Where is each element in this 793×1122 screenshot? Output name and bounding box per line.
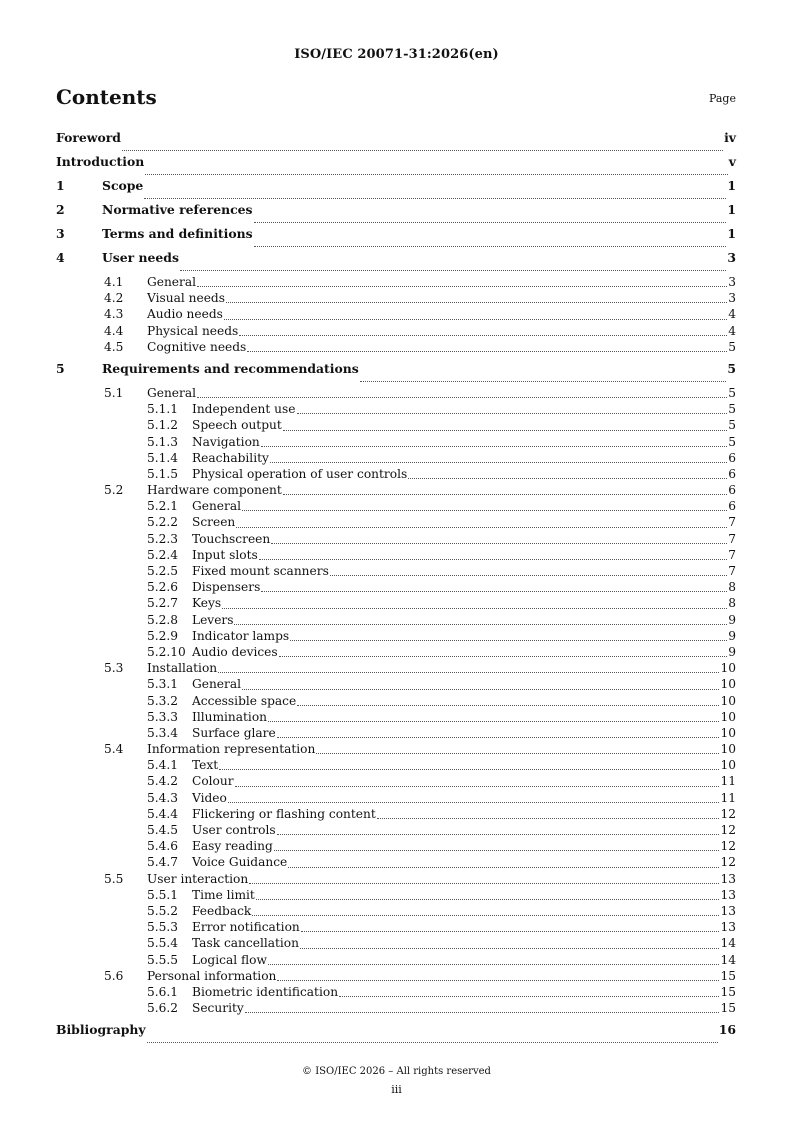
dot-leader [330,574,727,576]
toc-entry[interactable] [56,226,736,250]
toc-entry-number: 5.5.1 [147,887,179,902]
toc-entry-page: 10 [720,661,736,676]
toc-entry[interactable] [56,838,736,854]
toc-entry[interactable] [56,274,736,290]
toc-entry-page: 4 [728,323,736,338]
dot-leader [226,301,727,303]
toc-entry[interactable] [56,660,736,676]
toc-entry-page: 13 [720,920,736,935]
toc-entry-title: Dispensers [192,580,261,595]
toc-entry-title: General [147,385,196,400]
dot-leader [242,509,727,511]
toc-entry-number: 4.4 [104,323,124,338]
toc-entry[interactable] [56,612,736,628]
toc-entry-number: 5.4 [104,742,124,757]
dot-leader [228,801,720,803]
dot-leader [271,542,727,544]
dot-leader [288,866,719,868]
toc-entry-title: User interaction [147,871,249,886]
toc-entry[interactable] [56,1000,736,1016]
toc-entry-number: 5.2.10 [147,644,186,659]
toc-entry-page: 13 [720,871,736,886]
toc-entry-number: 5.1.2 [147,418,179,433]
toc-entry-number: 5.2 [104,483,124,498]
dot-leader [147,1041,718,1043]
dot-leader [122,149,723,151]
toc-entry-title: Colour [192,774,234,789]
document-header: ISO/IEC 20071-31:2026(en) [294,47,499,62]
toc-entry-page: 15 [720,984,736,999]
toc-entry-title: Introduction [56,154,145,169]
toc-entry[interactable] [56,531,736,547]
toc-entry-page: 5 [728,385,736,400]
toc-entry-page: 7 [728,564,736,578]
toc-entry[interactable] [56,1022,736,1046]
toc-entry-number: 5.3.2 [147,693,179,708]
toc-entry-page: 11 [720,790,736,805]
toc-entry-number: 5.5.4 [147,936,179,951]
toc-entry-title: Scope [102,178,144,193]
toc-entry-title: Audio needs [147,307,223,322]
toc-entry[interactable] [56,773,736,789]
toc-entry-title: Bibliography [56,1022,146,1038]
dot-leader [247,350,727,352]
toc-entry-title: Indicator lamps [192,628,290,643]
toc-entry[interactable] [56,579,736,595]
toc-entry[interactable] [56,693,736,709]
dot-leader [277,833,720,835]
toc-entry-page: 6 [728,450,736,465]
toc-entry-page: 10 [720,725,736,740]
toc-entry-title: Reachability [192,450,269,465]
toc-entry-title: Foreword [56,130,121,145]
dot-leader [274,849,720,851]
toc-entry-title: Installation [147,661,218,676]
toc-entry-number: 5.1.5 [147,466,179,481]
dot-leader [360,380,727,382]
toc-entry-number: 5.3.4 [147,725,179,740]
dot-leader [254,245,727,247]
toc-entry-title: General [192,499,241,514]
toc-entry[interactable] [56,202,736,226]
toc-entry-title: Biometric identification [192,984,339,999]
toc-entry-title: Visual needs [147,291,225,306]
toc-entry-title: Screen [192,515,236,530]
dot-leader [234,623,727,625]
toc-entry-number: 5.4.4 [147,806,179,821]
toc-entry[interactable] [56,306,736,322]
toc-entry-page: 9 [728,644,736,659]
toc-entry-title: Flickering or flashing content [192,806,376,821]
dot-leader [145,173,728,175]
toc-entry[interactable] [56,903,736,919]
toc-entry-title: Illumination [192,709,268,724]
toc-entry-page: 12 [720,806,736,821]
toc-entry-number: 1 [56,178,65,193]
toc-entry[interactable] [56,154,736,178]
toc-entry[interactable] [56,887,736,903]
dot-leader [197,396,727,398]
page-column-label: Page [708,92,736,105]
toc-entry-page: 13 [720,887,736,902]
toc-entry-number: 5.2.7 [147,596,179,611]
toc-entry-page: 10 [720,709,736,724]
toc-entry-number: 5.6 [104,968,124,983]
toc-entry-title: General [147,275,196,289]
toc-entry[interactable] [56,822,736,838]
toc-entry-title: Video [192,790,227,805]
toc-entry-title: Levers [192,612,234,627]
toc-entry-title: Input slots [192,547,258,562]
toc-entry-page: 13 [720,903,736,918]
toc-entry-number: 5.3.3 [147,709,179,724]
toc-entry-title: Hardware component [147,483,282,498]
toc-entry-number: 5.2.2 [147,515,179,530]
toc-entry[interactable] [56,450,736,466]
toc-entry-page: 6 [728,499,736,514]
dot-leader [297,704,719,706]
toc-entry-number: 5.2.5 [147,564,179,578]
toc-entry-title: Cognitive needs [147,339,247,354]
toc-entry-number: 5.5.3 [147,920,179,935]
dot-leader [377,817,720,819]
dot-leader [224,318,727,320]
dot-leader [279,655,728,657]
toc-entry-title: Text [192,758,219,773]
toc-entry[interactable] [56,339,736,355]
dot-leader [239,334,727,336]
toc-entry-page: v [728,154,736,169]
toc-entry-number: 5.4.2 [147,774,179,789]
toc-entry-page: 3 [728,291,736,306]
toc-entry-page: iv [724,130,736,145]
toc-entry[interactable] [56,919,736,935]
toc-entry-title: Personal information [147,968,277,983]
toc-entry-page: 14 [720,952,736,967]
toc-entry-title: User controls [192,823,276,837]
dot-leader [277,979,719,981]
toc-entry-page: 6 [728,483,736,498]
dot-leader [144,197,726,199]
toc-entry[interactable] [56,323,736,339]
toc-entry[interactable] [56,514,736,530]
toc-entry[interactable] [56,790,736,806]
dot-leader [300,947,719,949]
toc-entry[interactable] [56,757,736,773]
dot-leader [277,736,720,738]
toc-entry-page: 11 [720,774,736,789]
dot-leader [180,269,726,271]
toc-entry[interactable] [56,361,736,385]
toc-entry-title: Physical needs [147,323,239,338]
dot-leader [316,752,719,754]
toc-entry[interactable] [56,854,736,870]
toc-entry-page: 1 [727,202,736,217]
toc-entry-title: Error notification [192,920,300,935]
toc-entry-title: Feedback [192,903,252,918]
dot-leader [242,688,719,690]
dot-leader [408,477,727,479]
toc-entry-number: 5.4.7 [147,855,179,870]
toc-entry-page: 3 [728,275,736,289]
toc-entry-number: 4.1 [104,275,124,289]
dot-leader [259,558,728,560]
toc-entry-title: Security [192,1001,244,1016]
toc-entry-title: Keys [192,596,222,611]
dot-leader [236,526,727,528]
toc-entry[interactable] [56,984,736,1000]
toc-entry-title: General [192,677,241,692]
toc-entry-page: 12 [720,855,736,870]
dot-leader [297,412,728,414]
toc-entry-number: 5.2.1 [147,499,179,514]
toc-entry-page: 3 [727,250,736,265]
toc-entry-page: 1 [727,226,736,241]
dot-leader [256,898,720,900]
toc-entry[interactable] [56,952,736,968]
dot-leader [197,285,727,287]
dot-leader [268,720,719,722]
toc-entry-page: 5 [727,360,736,376]
dot-leader [219,768,719,770]
toc-entry-number: 4 [56,250,65,265]
toc-entry-title: Accessible space [192,693,297,708]
toc-entry[interactable] [56,563,736,579]
toc-entry-title: Audio devices [192,644,278,659]
toc-entry-page: 8 [728,580,736,595]
toc-entry-title: Time limit [192,887,255,902]
toc-entry-title: Independent use [192,402,296,417]
toc-entry-page: 6 [728,466,736,481]
toc-entry-title: Normative references [102,202,253,217]
toc-entry-page: 10 [720,677,736,692]
toc-entry-title: Navigation [192,434,260,449]
toc-entry-title: Terms and definitions [102,226,253,241]
dot-leader [283,493,727,495]
toc-entry-number: 5 [56,360,65,376]
toc-entry-title: Easy reading [192,839,273,854]
toc-entry-number: 5.6.2 [147,1001,179,1016]
toc-entry[interactable] [56,466,736,482]
toc-entry-title: Task cancellation [192,936,299,951]
toc-entry-number: 5.3 [104,661,124,676]
dot-leader [254,221,727,223]
toc-entry-number: 5.2.8 [147,612,179,627]
toc-entry-number: 5.4.5 [147,823,179,837]
toc-entry-page: 7 [728,515,736,530]
toc-entry-page: 15 [720,1001,736,1016]
toc-entry[interactable] [56,968,736,984]
toc-entry[interactable] [56,741,736,757]
toc-entry-page: 10 [720,758,736,773]
toc-entry-page: 12 [720,823,736,837]
dot-leader [222,607,727,609]
toc-entry-number: 5.4.1 [147,758,179,773]
toc-entry-title: Speech output [192,418,282,433]
toc-entry-page: 9 [728,628,736,643]
toc-entry-title: Requirements and recommendations [102,360,359,376]
toc-entry-page: 16 [718,1022,736,1038]
toc-entry-page: 1 [727,178,736,193]
toc-entry[interactable] [56,547,736,563]
toc-entry-number: 5.1.3 [147,434,179,449]
toc-entry-number: 5.5.5 [147,952,179,967]
toc-entry-title: User needs [102,250,179,265]
toc-entry-number: 5.5.2 [147,903,179,918]
toc-entry-page: 9 [728,612,736,627]
toc-entry[interactable] [56,871,736,887]
toc-entry-page: 14 [720,936,736,951]
toc-entry-title: Voice Guidance [192,855,288,870]
toc-entry-page: 7 [728,531,736,546]
toc-entry-page: 5 [728,418,736,433]
toc-entry-page: 8 [728,596,736,611]
toc-entry-number: 4.5 [104,339,124,354]
toc-entry[interactable] [56,628,736,644]
toc-entry-number: 5.2.9 [147,628,179,643]
toc-entry-title: Touchscreen [192,531,271,546]
toc-entry[interactable] [56,417,736,433]
toc-entry-page: 7 [728,547,736,562]
toc-entry-title: Information representation [147,742,316,757]
toc-entry[interactable] [56,482,736,498]
toc-entry-title: Fixed mount scanners [192,564,329,578]
toc-entry-title: Physical operation of user controls [192,466,408,481]
table-of-contents [56,130,736,1046]
toc-entry[interactable] [56,806,736,822]
toc-entry[interactable] [56,385,736,401]
toc-entry-number: 5.1 [104,385,124,400]
toc-entry[interactable] [56,250,736,274]
dot-leader [268,963,720,965]
dot-leader [235,785,720,787]
toc-entry-number: 5.2.3 [147,531,179,546]
toc-entry[interactable] [56,178,736,202]
toc-entry-page: 12 [720,839,736,854]
toc-entry[interactable] [56,725,736,741]
toc-entry-number: 5.4.3 [147,790,179,805]
toc-entry-number: 3 [56,226,65,241]
toc-entry[interactable] [56,434,736,450]
page-number: iii [391,1083,402,1096]
toc-entry[interactable] [56,498,736,514]
toc-entry[interactable] [56,401,736,417]
toc-entry-number: 5.6.1 [147,984,179,999]
contents-title: Contents [56,85,157,109]
toc-entry[interactable] [56,644,736,660]
dot-leader [249,882,719,884]
dot-leader [301,930,720,932]
toc-entry-title: Surface glare [192,725,276,740]
toc-entry[interactable] [56,595,736,611]
toc-entry-number: 4.3 [104,307,124,322]
dot-leader [261,590,727,592]
toc-entry-page: 5 [728,434,736,449]
toc-entry-number: 5.4.6 [147,839,179,854]
toc-entry[interactable] [56,290,736,306]
copyright-footer: © ISO/IEC 2026 – All rights reserved [302,1066,491,1077]
toc-entry-number: 5.5 [104,871,124,886]
dot-leader [261,445,727,447]
toc-entry-page: 15 [720,968,736,983]
toc-entry-title: Logical flow [192,952,267,967]
toc-entry-page: 10 [720,742,736,757]
toc-entry-page: 5 [728,402,736,417]
toc-entry[interactable] [56,935,736,951]
dot-leader [283,429,727,431]
toc-entry-page: 5 [728,339,736,354]
toc-entry-number: 5.2.4 [147,547,179,562]
dot-leader [252,914,719,916]
dot-leader [290,639,727,641]
toc-entry-number: 5.1.4 [147,450,179,465]
toc-entry-number: 4.2 [104,291,124,306]
toc-entry-number: 5.2.6 [147,580,179,595]
toc-entry-number: 5.1.1 [147,402,179,417]
dot-leader [218,671,719,673]
dot-leader [339,995,719,997]
toc-entry-number: 5.3.1 [147,677,179,692]
toc-entry[interactable] [56,130,736,154]
toc-entry[interactable] [56,676,736,692]
toc-entry-page: 4 [728,307,736,322]
toc-entry-page: 10 [720,693,736,708]
toc-entry[interactable] [56,709,736,725]
toc-entry-number: 2 [56,202,65,217]
dot-leader [245,1011,720,1013]
dot-leader [270,461,727,463]
